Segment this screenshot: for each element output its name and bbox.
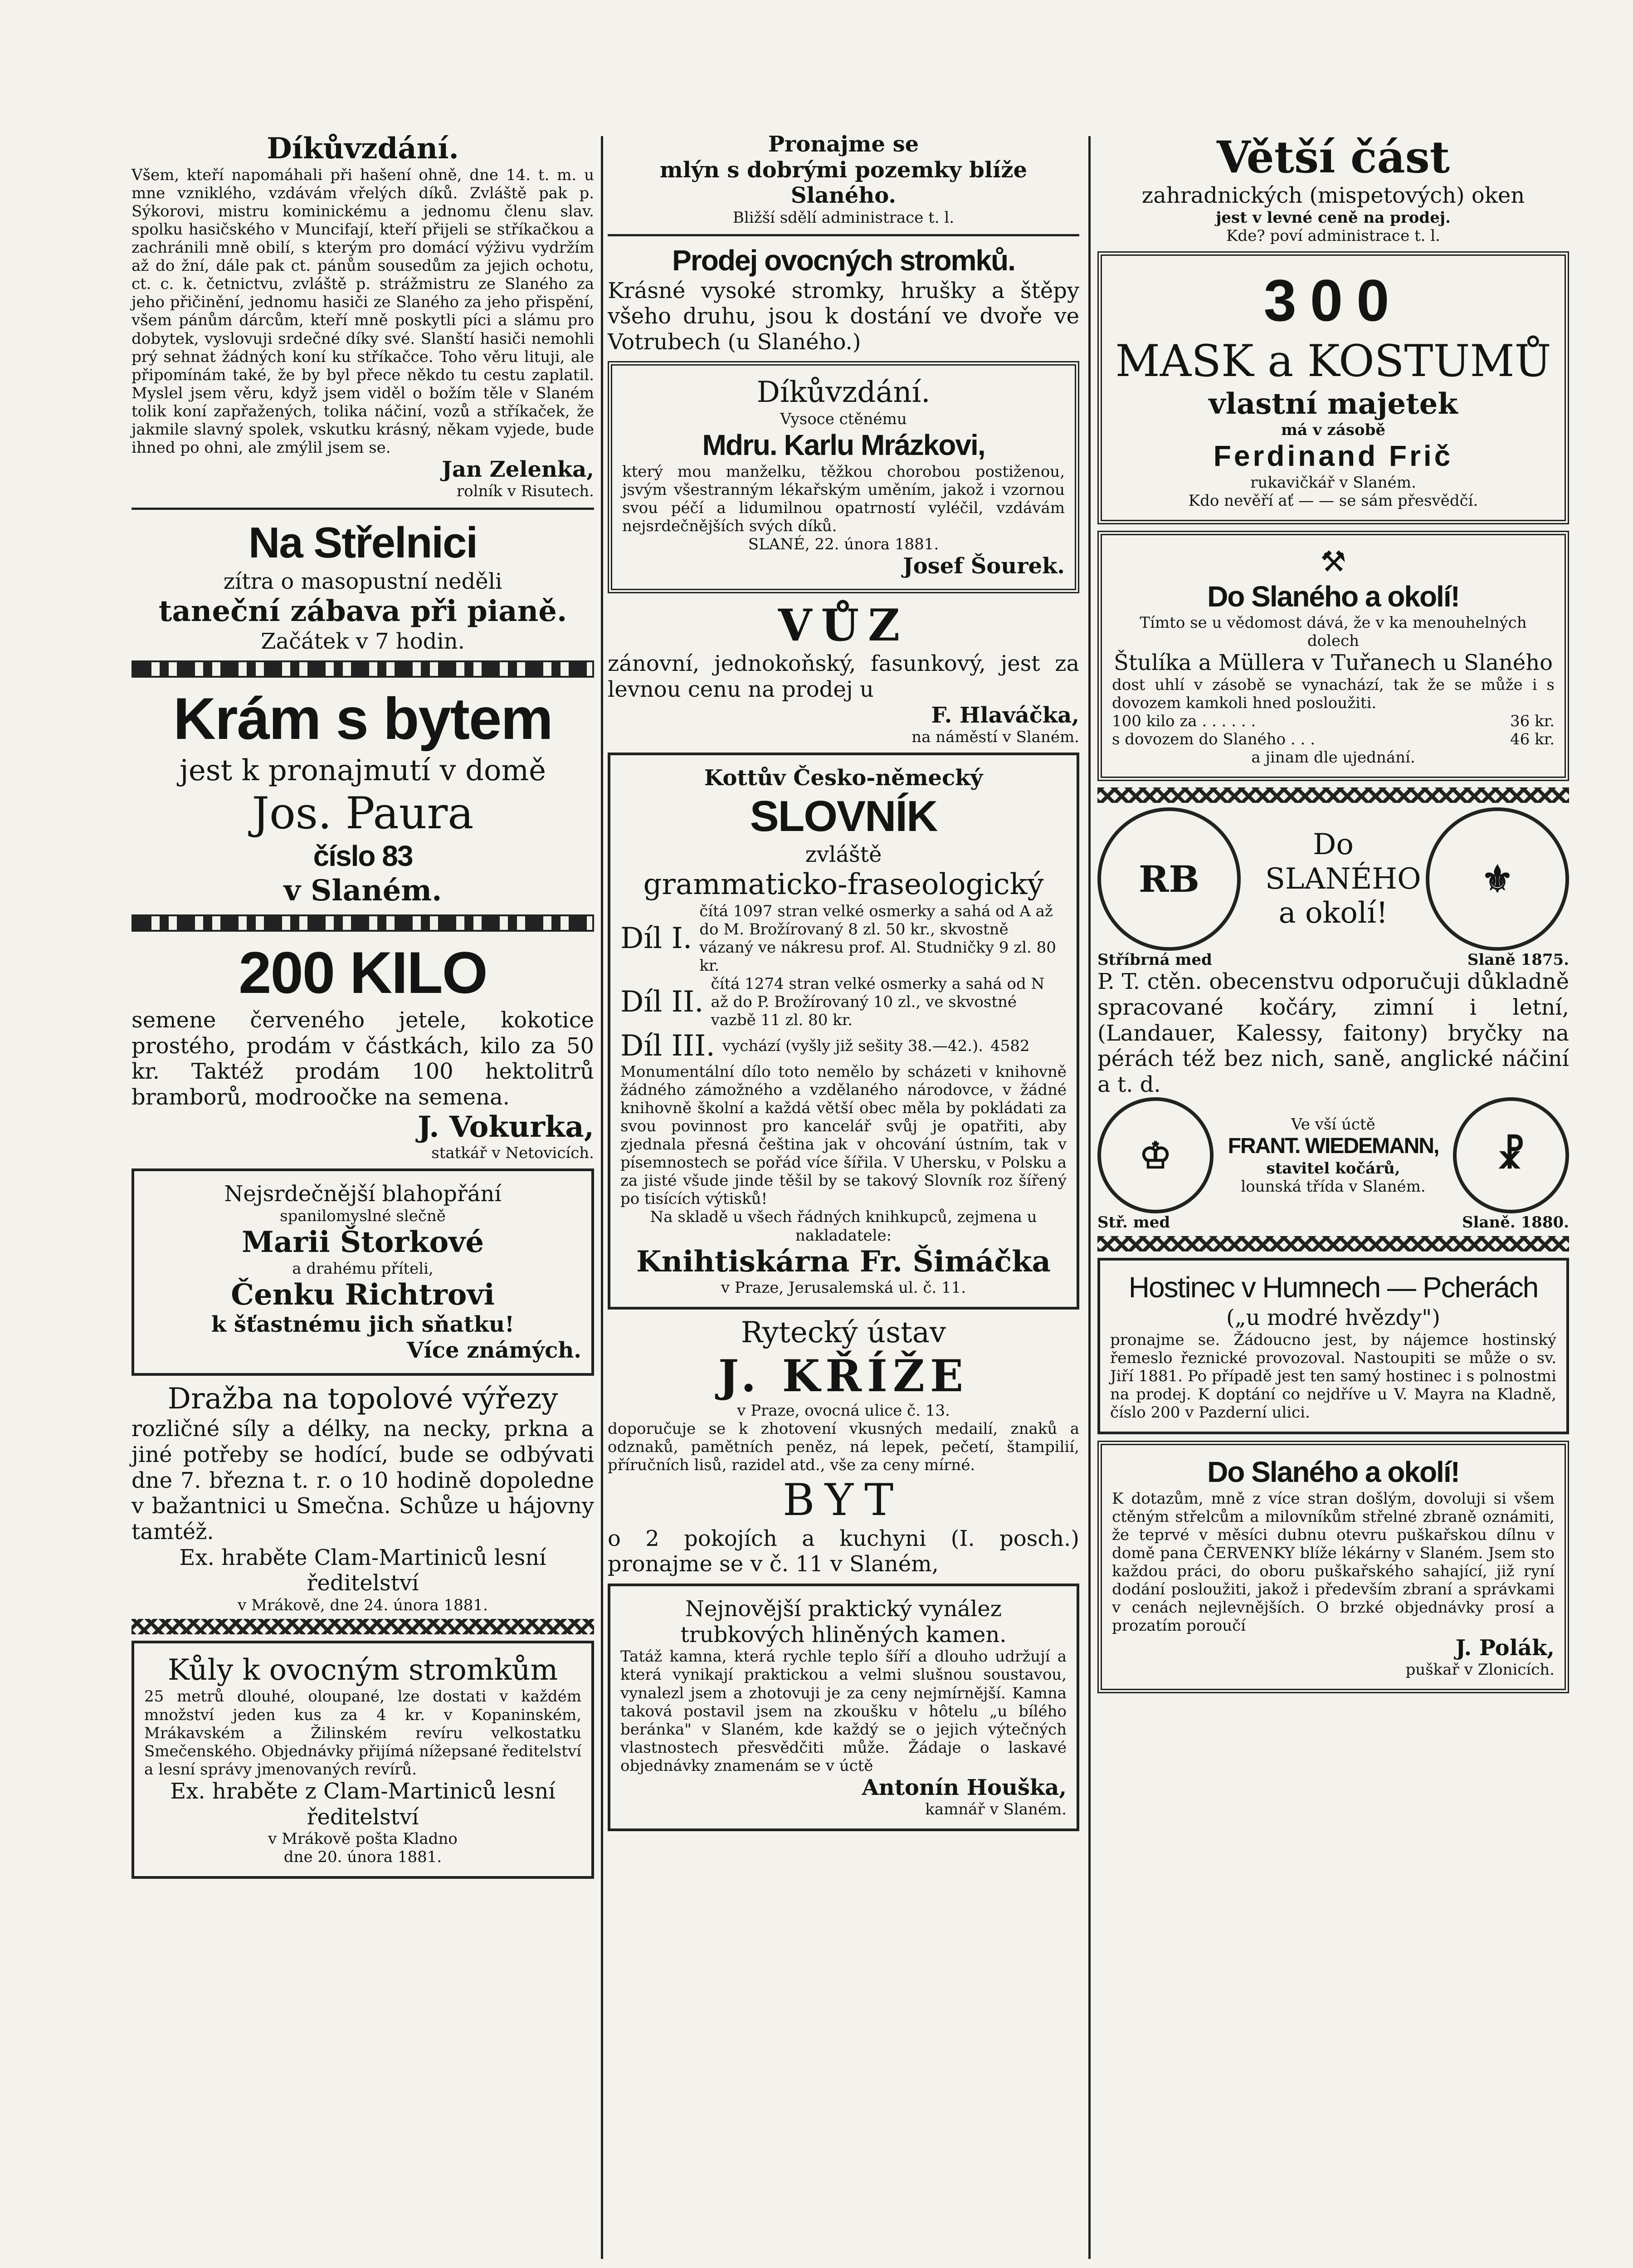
- mask-title: MASK a KOSTUMŮ: [1115, 335, 1551, 386]
- wiedemann-ucta: Ve vší úctě: [1291, 1115, 1375, 1134]
- byt-text: o 2 pokojích a kuchyni (I. posch.) pronajme se v č. 11 v Slaném,: [608, 1525, 1079, 1577]
- dil3-label: Díl III.: [620, 1029, 715, 1063]
- ornament-bar: [132, 914, 594, 932]
- slovnik-address: v Praze, Jerusalemská ul. č. 11.: [721, 1279, 966, 1297]
- okoli-price2: 46 kr.: [1510, 730, 1555, 749]
- okoli-price1-row: [1112, 712, 1555, 730]
- mask-line2: má v zásobě: [1281, 421, 1385, 440]
- column-rule-right: [1088, 136, 1091, 2259]
- mask-line4: Kdo nevěří ať — — se sám přesvědčí.: [1188, 492, 1478, 510]
- hostinec-title: Hostinec v Humnech — Pcherách: [1128, 1271, 1538, 1304]
- kram-title: Krám s bytem: [173, 685, 552, 752]
- diky-line1: Vysoce ctěnému: [780, 410, 907, 428]
- dil2-text: čítá 1274 stran velké osmerky a sahá od N až do P. Brožírovaný 10 zl., ve skvostné vazbě 11 zl. 80 kr.: [711, 974, 1045, 1029]
- rytecky-title: Rytecký ústav: [741, 1316, 946, 1350]
- kuly-box: [132, 1641, 594, 1879]
- wiedemann-name: FRANT. WIEDEMANN,: [1228, 1134, 1439, 1158]
- okoli-price1: 36 kr.: [1510, 712, 1555, 731]
- divider: [132, 508, 594, 510]
- dil2-label: Díl II.: [620, 985, 704, 1019]
- kuly-title: Kůly k ovocným stromkům: [167, 1653, 558, 1687]
- vuz-title: VŮZ: [778, 600, 909, 651]
- ornament-x-bar: [1097, 787, 1569, 803]
- cast-line3: Kde? poví administrace t. l.: [1226, 227, 1440, 245]
- wiedemann-foot: [1097, 1213, 1569, 1232]
- blahoprani-line1: spanilomyslné slečně: [280, 1207, 446, 1226]
- polak-signature-role: puškař v Zlonicích.: [1405, 1660, 1555, 1679]
- blahoprani-signature: Více známých.: [407, 1337, 581, 1363]
- slovnik-line1: Kottův Česko-německý: [704, 765, 983, 791]
- figure-medal-icon: ☧: [1453, 1097, 1569, 1213]
- wiedemann-medals: [1097, 951, 1569, 969]
- kram-line2: Jos. Paura: [252, 788, 474, 839]
- ornament-bar: [132, 660, 594, 678]
- mlyn-top: Pronajme se: [768, 132, 919, 157]
- vynalez-title: Nejnovější praktický vynález trubkových hliněných kamen.: [680, 1596, 1007, 1647]
- slovnik-text: Monumentální dílo toto nemělo by scházeti v knihovně žádného zámožného a vzdělaného národovce, v žádné knihovně školní a každá větší obec měla by pokládati za svou povinnost pro kancelář svůj je opatřiti, aby zjednala přesná čeština jak v ohcování ústním, tak v písemnostech se pořád více šířila. V Uhersku, v Polsku a za jisté všude jinde těšil by se takový Slovník roz šířený po tisících výtisků!: [620, 1062, 1067, 1208]
- hostinec-text: pronajme se. Žádoucno jest, by nájemce hostinský řemeslo řeznické provozoval. Nastoupiti se může o sv. Jiří 1881. Po případě jest ten samý hostinec i s polnostmi na prodej. K doptání co nejdříve u V. Mayra na Kladně, číslo 200 v Pazderní ulici.: [1110, 1330, 1556, 1422]
- kuly-signature: Ex. hraběte z Clam-Martiniců lesní ředitelství: [170, 1778, 556, 1830]
- slovnik-publisher: Knihtiskárna Fr. Šimáčka: [636, 1244, 1051, 1279]
- dil1-text: čítá 1097 stran velké osmerky a sahá od A až do M. Brožírovaný 8 zl. 50 kr., skvostně vázaný ve nákresu prof. Al. Studničky 9 zl. 80 kr.: [699, 902, 1056, 975]
- prodej-title: Prodej ovocných stromků.: [672, 244, 1015, 277]
- kilo-title: 200 KILO: [239, 939, 487, 1006]
- strelnice-line2: taneční zábava při pianě.: [158, 594, 567, 629]
- blahoprani-line2: Marii Štorkové: [241, 1225, 484, 1260]
- strelnice-line3: Začátek v 7 hodin.: [261, 628, 465, 654]
- wiedemann-sign-row: [1097, 1097, 1569, 1213]
- wiedemann-text: P. T. ctěn. obecenstvu odporučuji důkladně spracované kočáry, zimní i letní, (Landauer, Kalessy, faitony) bryčky na pérách též bez nich, saně, anglické náčiní a t. d.: [1097, 969, 1569, 1097]
- drazba-title: Dražba na topolové výřezy: [167, 1382, 558, 1416]
- diky-date: SLANÉ, 22. února 1881.: [748, 535, 939, 553]
- wiedemann-medal2: Slaně 1875.: [1467, 951, 1569, 969]
- kilo-text: semene červeného jetele, kokotice prostého, prodám v částkách, kilo za 50 kr. Taktéž prodám 100 hektolitrů bramborů, modroočke na semena.: [132, 1007, 594, 1110]
- strelnice-title: Na Střelnici: [248, 518, 478, 567]
- diky-signature: Josef Šourek.: [902, 553, 1065, 579]
- blahoprani-line4: Čenku Richtrovi: [231, 1277, 495, 1312]
- byt-title: BYT: [782, 1474, 905, 1525]
- column-rule-left: [601, 136, 603, 2259]
- kuly-text: 25 metrů dlouhé, oloupané, lze dostati v každém množství jeden kus za 4 kr. v Kopaninském, Mrákavském a Žilinském revíru velkostatku Smečenského. Objednávky přijímá nížepsané ředitelství a lesní správy jmenovaných revírů.: [144, 1687, 581, 1779]
- hammers-icon: ⚒: [1320, 545, 1346, 579]
- vynalez-signature: Antonín Houška,: [862, 1775, 1067, 1801]
- drazba-text: rozličné síly a délky, na necky, prkna a jiné potřeby se hodící, bude se odbývati dne 7. března t. r. o 10 hodině dopoledne v bažantnici u Smečna. Schůze u hájovny tamtéž.: [132, 1416, 594, 1545]
- column-3: [1097, 132, 1569, 2259]
- kram-line1: jest k pronajmutí v domě: [179, 753, 546, 787]
- wiedemann-role: stavitel kočárů,: [1266, 1159, 1400, 1178]
- vynalez-signature-role: kamnář v Slaném.: [925, 1800, 1067, 1819]
- hostinec-sub: („u modré hvězdy"): [1226, 1305, 1440, 1330]
- dikuvzdani-signature: Jan Zelenka,: [442, 457, 594, 483]
- ornament-x-bar: [1097, 1236, 1569, 1251]
- polak-box: [1097, 1441, 1569, 1693]
- slovnik-box: [608, 753, 1079, 1310]
- slovnik-sklad: Na skladě u všech řádných knihkupců, zejmena u nakladatele:: [650, 1208, 1037, 1245]
- rytecky-address: v Praze, ovocná ulice č. 13.: [737, 1402, 950, 1420]
- wiedemann-foot2: Slaně. 1880.: [1462, 1213, 1569, 1232]
- slovnik-title: SLOVNÍK: [750, 792, 937, 841]
- kram-line4: v Slaném.: [283, 873, 442, 908]
- wiedemann-foot1: Stř. med: [1097, 1213, 1170, 1232]
- kilo-signature-role: statkář v Netovicích.: [431, 1144, 594, 1163]
- wiedemann-head: Do SLANÉHO a okolí!: [1265, 828, 1421, 930]
- prodej-text: Krásné vysoké stromky, hrušky a štěpy všeho druhu, jsou k dostání ve dvoře ve Votrubech (u Slaného.): [608, 278, 1079, 355]
- okoli-price2-label: s dovozem do Slaného . . .: [1112, 730, 1315, 749]
- okoli-text3: a jinam dle ujednání.: [1251, 748, 1415, 767]
- polak-title: Do Slaného a okolí!: [1207, 1456, 1459, 1489]
- slovnik-line2: zvláště: [805, 842, 882, 868]
- dil3-text: vychází (vyšly již sešity 38.—42.).: [722, 1036, 983, 1055]
- cast-title: Větší část: [1216, 132, 1450, 183]
- vuz-signature: F. Hlaváčka,: [931, 702, 1079, 728]
- okoli-firm: Štulíka a Müllera v Tuřanech u Slaného: [1113, 650, 1553, 676]
- ornament-x-bar: [132, 1619, 594, 1634]
- vynalez-box: [608, 1584, 1079, 1831]
- blahoprani-line3: a drahému příteli,: [292, 1259, 434, 1278]
- emperor-medal-icon: ♔: [1097, 1097, 1214, 1213]
- mask-name: Ferdinand Frič: [1213, 440, 1453, 473]
- vuz-text: zánovní, jednokoňský, fasunkový, jest za levnou cenu na prodej u: [608, 651, 1079, 702]
- column-1: [132, 132, 594, 2259]
- cast-line2: jest v levné ceně na prodej.: [1216, 208, 1451, 227]
- slovnik-line3: grammaticko-fraseologický: [643, 868, 1044, 902]
- drazba-signature: Ex. hraběte Clam-Martiniců lesní ředitelství: [179, 1545, 546, 1596]
- diky-title: Díkůvzdání.: [756, 376, 931, 410]
- polak-signature: J. Polák,: [1455, 1635, 1555, 1661]
- drazba-signature-date: v Mrákově, dne 24. února 1881.: [238, 1596, 488, 1614]
- mlyn-sub: Bližší sdělí administrace t. l.: [732, 208, 955, 227]
- kilo-signature: J. Vokurka,: [417, 1110, 594, 1144]
- rytecky-text: doporučuje se k zhotovení vkusných medailí, znaků a odznaků, pamětních peněz, ná lepek, pečetí, štampilií, příručních lisů, razidel atd., vše za ceny mírné.: [608, 1420, 1079, 1475]
- okoli-title: Do Slaného a okolí!: [1207, 580, 1459, 613]
- wiedemann-ad: [1097, 807, 1569, 1232]
- wiedemann-address: lounská třída v Slaném.: [1241, 1177, 1426, 1196]
- wiedemann-head-row: [1097, 807, 1569, 951]
- kram-line3: číslo 83: [313, 840, 413, 873]
- slovnik-dil3: [620, 1029, 1067, 1063]
- slovnik-dil2: [620, 975, 1067, 1029]
- strelnice-line1: zítra o masopustní neděli: [223, 568, 502, 594]
- okoli-text2: dost uhlí v zásobě se vynachází, tak že se může i s dovozem kamkoli hned posloužiti.: [1112, 676, 1555, 713]
- diky-text: který mou manželku, těžkou chorobou postiženou, jsvým všestranným lékařským uměním, jakož i vzornou svou péčí a lidumilnou opatrností vyléčil, vzdávám nejsrdečnějších svých díků.: [622, 462, 1065, 535]
- slovnik-dil1: [620, 902, 1067, 975]
- dikuvzdani-signature-place: rolník v Risutech.: [456, 482, 594, 501]
- kuly-signature-date: dne 20. února 1881.: [283, 1848, 442, 1867]
- diky-name: Mdru. Karlu Mrázkovi,: [702, 429, 985, 461]
- dil3-number: 4582: [990, 1036, 1030, 1055]
- crest-seal-icon: ⚜: [1426, 807, 1569, 951]
- blahoprani-title: Nejsrdečnější blahopřání: [224, 1181, 502, 1207]
- okoli-box: [1097, 531, 1569, 781]
- blahoprani-box: [132, 1168, 594, 1376]
- wiedemann-sign-block: [1228, 1115, 1439, 1196]
- okoli-price2-row: [1112, 730, 1555, 748]
- dikuvzdani-title: Díkůvzdání.: [267, 132, 459, 166]
- mask-box: [1097, 251, 1569, 524]
- vuz-signature-place: na náměstí v Slaném.: [912, 728, 1079, 746]
- dil1-label: Díl I.: [620, 921, 692, 955]
- column-2: [608, 132, 1079, 2259]
- mask-number: 300: [1263, 267, 1403, 334]
- mask-line3: rukavičkář v Slaném.: [1250, 473, 1416, 492]
- kuly-signature-place: v Mrákově pošta Kladno: [268, 1830, 458, 1848]
- wiedemann-medal1: Stříbrná med: [1097, 951, 1212, 969]
- blahoprani-line5: k šťastnému jich sňatku!: [211, 1312, 515, 1338]
- divider: [608, 234, 1079, 236]
- mask-line1: vlastní majetek: [1209, 386, 1458, 421]
- mlyn-title: mlýn s dobrými pozemky blíže Slaného.: [659, 157, 1028, 209]
- rytecky-name: J. KŘÍŽE: [718, 1350, 969, 1402]
- cast-line1: zahradnických (mispetových) oken: [1141, 183, 1525, 209]
- okoli-text: Tímto se u vědomost dává, že v ka menouhelných dolech: [1140, 614, 1527, 650]
- polak-text: K dotazům, mně z více stran došlým, dovoluji si všem ctěným střelcům a milovníkům střelné zbraně oznámiti, že teprvé v měsíci dubnu otevru puškařskou dílnu v domě pana ČERVENKY blíže lékárny v Slaném. Jsem sto každou práci, do oboru puškařského sahající, již ryní dodání posloužiti, jakož i především zbraní a správkami v cenách nejlevnějších. O brzké objednávky prosí a prozatím poroučí: [1112, 1489, 1555, 1635]
- okoli-price1-label: 100 kilo za . . . . . .: [1112, 712, 1256, 731]
- medal-seal-icon: RB: [1097, 807, 1241, 951]
- vynalez-text: Tatáž kamna, která rychle teplo šíří a dlouho udržují a která vynikají praktickou a velmi slušnou soustavou, vynalezl jsem a zhotovuji je za ceny nejmírnější. Kamna taková postavil jsem na zkoušku v hôtelu „u bílého beránka" v Slaném, kde každý se o jejich výtečných vlastnostech přesvědčiti může. Žádaje o laskavé objednávky znamenám se v úctě: [620, 1647, 1067, 1775]
- diky-box: [608, 361, 1079, 593]
- hostinec-box: [1097, 1258, 1569, 1434]
- dikuvzdani-text: Všem, kteří napomáhali při hašení ohně, dne 14. t. m. u mne vzniklého, vzdávám vřelých díků. Zvláště pak p. Sýkorovi, mistru kominickému a jednomu členu slav. spolku hasičského v Muncifají, kteří přijeli se stříkačkou a zachránili mně obilí, s kterým pro domácí výživu vydržím až do žní, dále pak ct. pánům sousedům za jejich ochotu, ct. c. k. četnictvu, zvláště p. strážmistru ze Slaného za jeho přičinění, jednomu hasiči ze Slaného za jeho přispění, všem pánům dárcům, kteří mně poskytli píci a slámu pro dobytek, vyslovuji srdečné díky své. Slanští hasiči nemohli prý sehnat žádných koní ku stříkačce. Toho věru lituji, ale připomínám také, že by byl přece někdo tu cestu zaplatil. Myslel jsem věru, když jsem viděl o božím těle v Slaném tolik koní zapřažených, tolika náčiní, vozů a stříkaček, že jakmile slavný spolek, vskutku krásný, někam vyjede, bude ihned po ohni, ale zmýlil jsem se.: [132, 166, 594, 457]
